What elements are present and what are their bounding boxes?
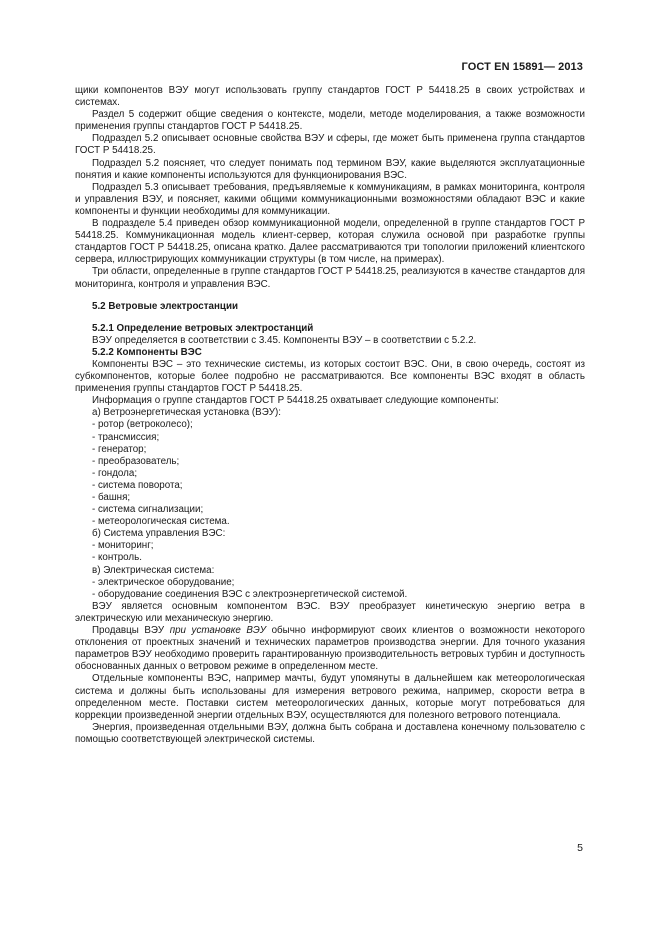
- italic-text: при установке ВЭУ: [169, 625, 267, 637]
- paragraph: ВЭУ определяется в соответствии с 3.45. Компоненты ВЭУ – в соответствии с 5.2.2.: [92, 334, 477, 346]
- list-item: - электрическое оборудование;: [92, 576, 235, 588]
- page-number: 5: [577, 842, 583, 854]
- list-item: - контроль.: [92, 552, 142, 564]
- paragraph: Информация о группе стандартов ГОСТ Р 54418.25 охватывает следующие компоненты:: [92, 395, 499, 407]
- list-item: - метеорологическая система.: [92, 516, 230, 528]
- list-item: - трансмиссия;: [92, 431, 160, 443]
- list-heading: б) Система управления ВЭС:: [92, 528, 226, 540]
- standard-header: ГОСТ EN 15891— 2013: [461, 61, 583, 73]
- document-body: [75, 85, 585, 746]
- list-item: - оборудование соединения ВЭС с электроэнергетической системой.: [92, 588, 408, 600]
- list-item: - ротор (ветроколесо);: [92, 419, 193, 431]
- list-heading: а) Ветроэнергетическая установка (ВЭУ):: [92, 407, 281, 419]
- paragraph: щики компонентов ВЭУ могут использовать группу стандартов ГОСТ Р 54418.25 в своих устройствах и системах.: [75, 85, 585, 109]
- list-heading: в) Электрическая система:: [92, 564, 215, 576]
- paragraph: Три области, определенные в группе стандартов ГОСТ Р 54418.25, реализуются в качестве стандартов для мониторинга, контроля и управления ВЭС.: [75, 266, 585, 290]
- list-item: - генератор;: [92, 443, 147, 455]
- paragraph: Компоненты ВЭС – это технические системы, из которых состоит ВЭС. Они, в свою очередь, состоят из субкомпонентов, которые более подробно не рассматриваются. Все компоненты ВЭС входят в область применения группы стандартов ГОСТ Р 54418.25.: [75, 358, 585, 395]
- paragraph: Раздел 5 содержит общие сведения о контексте, модели, методе моделирования, а также возможности применения группы стандартов ГОСТ Р 54418.25.: [75, 109, 585, 133]
- list-item: - система сигнализации;: [92, 504, 204, 516]
- list-item: - мониторинг;: [92, 540, 154, 552]
- section-heading: 5.2 Ветровые электростанции: [92, 300, 238, 312]
- paragraph: Подраздел 5.2 описывает основные свойства ВЭУ и сферы, где может быть применена группа стандартов ГОСТ Р 54418.25.: [75, 133, 585, 157]
- list-item: - преобразователь;: [92, 455, 180, 467]
- paragraph: В подразделе 5.4 приведен обзор коммуникационной модели, определенной в группе стандартов ГОСТ Р 54418.25. Коммуникационная модель клиент-сервер, которая служила основой при разработке группы стандартов ГОСТ Р 54418.25, описана кратко. Далее рассматриваются три топологии приложений клиентского сервера, иллюстрирующих коммуникации структуры (в том числе, на примерах).: [75, 218, 585, 266]
- paragraph: ВЭУ является основным компонентом ВЭС. ВЭУ преобразует кинетическую энергию ветра в электрическую или механическую энергию.: [75, 600, 585, 624]
- list-item: - система поворота;: [92, 479, 183, 491]
- list-item: - башня;: [92, 492, 131, 503]
- subsection-heading: 5.2.2 Компоненты ВЭС: [92, 346, 202, 358]
- paragraph: [75, 625, 585, 673]
- component-list: [75, 419, 585, 528]
- component-list: [75, 540, 585, 564]
- list-item: - гондола;: [92, 467, 138, 479]
- paragraph: Отдельные компоненты ВЭС, например мачты, будут упомянуты в дальнейшем как метеорологическая система и должны быть использованы для измерения ветрового режима, например, скорости ветра в определенном месте. Поставки систем метеорологических данных, которые могут потребоваться для коррекции произведенной энергии отдельных ВЭУ, осуществляются для полезного ветрового потенциала.: [75, 673, 585, 721]
- paragraph: Энергия, произведенная отдельными ВЭУ, должна быть собрана и доставлена конечному пользователю с помощью соответствующей электрической системы.: [75, 721, 585, 745]
- paragraph: Подраздел 5.2 поясняет, что следует понимать под термином ВЭУ, какие выделяются эксплуатационные понятия и какие компоненты используются для функционирования ВЭС.: [75, 157, 585, 181]
- text-run: Продавцы ВЭУ: [92, 625, 170, 637]
- component-list: [75, 577, 585, 601]
- text-run: обычно информируют своих клиентов о возможности некоторого отклонения от проектных значений и технических параметров производства энергии. Для точного указания параметров ВЭУ необходимо проверить гарантированную производительность ветровых турбин и доступность обоснованных данных о ветровом режиме в определенном месте.: [75, 625, 585, 673]
- subsection-heading: 5.2.1 Определение ветровых электростанций: [92, 322, 314, 334]
- paragraph: Подраздел 5.3 описывает требования, предъявляемые к коммуникациям, в рамках мониторинга, контроля и управления ВЭУ, и поясняет, какими общими коммуникационными возможностями обладают ВЭС и какие компоненты и функции необходимы для коммуникации.: [75, 181, 585, 217]
